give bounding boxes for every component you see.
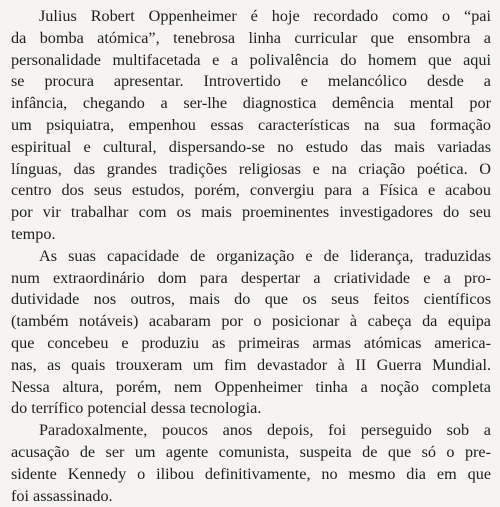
paragraph-2 [11, 246, 491, 420]
text-line: do terrífico potencial dessa tecnologia. [11, 399, 262, 418]
text-line: centro dos seus estudos, porém, convergiu para a Física e acabou [11, 181, 491, 200]
text-line: tempo. [11, 224, 56, 243]
text-line: num extraordinário dom para despertar a criatividade e a pro- [11, 268, 491, 287]
paragraph-3 [11, 420, 491, 507]
text-line: Nessa altura, porém, nem Oppenheimer tinha a noção completa [11, 377, 491, 396]
text-line: infância, chegando a ser-lhe diagnostica demência mental por [11, 94, 491, 113]
text-line: que concebeu e produziu as primeiras armas atómicas america- [11, 333, 491, 352]
text-line: dutividade nos outros, mais do que os seus feitos científicos [11, 290, 491, 309]
text-line: da bomba atómica”, tenebrosa linha curricular que ensombra a [11, 28, 491, 47]
text-line: acusação de ser um agente comunista, suspeita de que só o pre- [11, 442, 491, 461]
text-line: Paradoxalmente, poucos anos depois, foi perseguido sob a [39, 421, 491, 440]
text-line: personalidade multifacetada e a polivalência do homem que aqui [11, 50, 491, 69]
text-line: nas, as quais trouxeram um fim devastador à II Guerra Mundial. [11, 355, 491, 374]
text-line: línguas, das grandes tradições religiosas e na criação poética. O [11, 159, 491, 178]
text-line: espiritual e cultural, dispersando-se no estudo das mais variadas [11, 137, 491, 156]
text-line: se procura apresentar. Introvertido e melancólico desde a [11, 72, 491, 91]
text-line: por vir trabalhar com os mais proeminentes investigadores do seu [11, 203, 491, 222]
text-line: um psiquiatra, empenhou essas características na sua formação [11, 115, 491, 134]
text-line: foi assassinado. [11, 486, 113, 505]
text-line: (também notáveis) acabaram por o posicionar à cabeça da equipa [11, 312, 491, 331]
body-text [11, 6, 491, 507]
text-line: Julius Robert Oppenheimer é hoje recordado como o “pai [39, 7, 491, 25]
text-line: sidente Kennedy o ilibou definitivamente, no mesmo dia em que [11, 464, 491, 483]
paragraph-1 [11, 6, 491, 246]
text-line: As suas capacidade de organização e de liderança, traduzidas [39, 246, 491, 265]
